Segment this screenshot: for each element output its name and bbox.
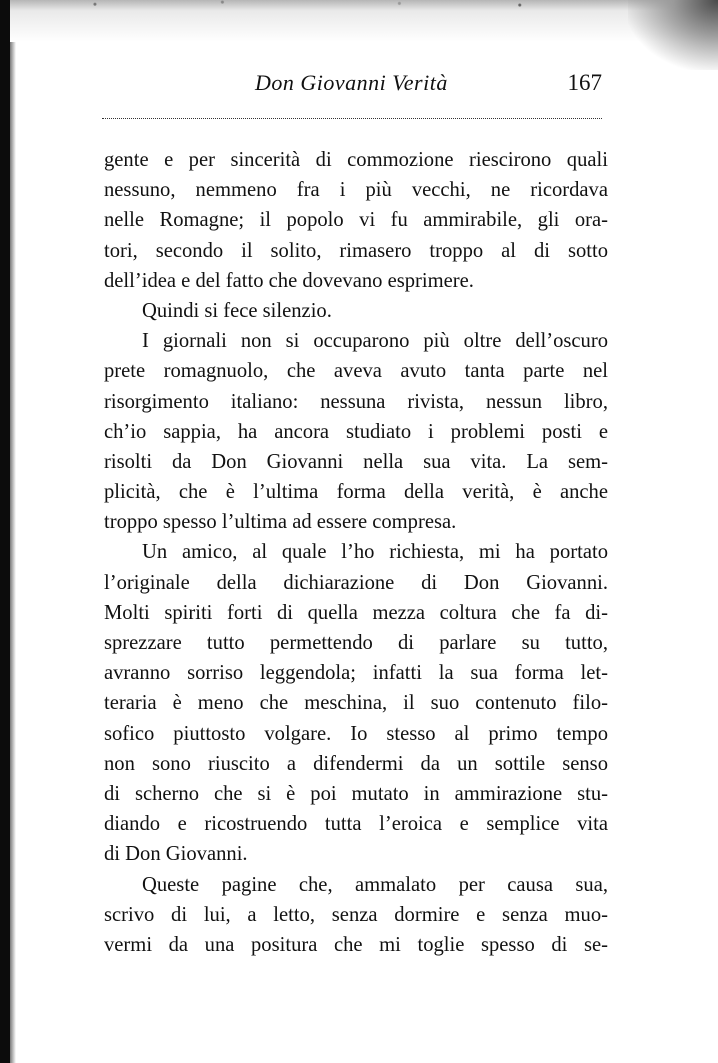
text-line: risolti da Don Giovanni nella sua vita. La sem- [104,450,608,473]
text-line: plicità, che è l’ultima forma della verità, è anche [104,481,608,504]
book-spine-edge [0,0,10,1063]
text-line: nelle Romagne; il popolo vi fu ammirabile, gli ora- [104,209,608,232]
running-title: Don Giovanni Verità [255,70,448,95]
text-line: nessuno, nemmeno fra i più vecchi, ne ricordava [104,179,608,202]
paragraph-start-line: Un amico, al quale l’ho richiesta, mi ha portato [142,541,608,564]
text-line: avranno sorriso leggendola; infatti la sua forma let- [104,662,608,685]
text-line: sofico piuttosto volgare. Io stesso al primo tempo [104,722,608,745]
text-line: gente e per sincerità di commozione riescirono quali [104,149,608,171]
body-text [104,145,608,960]
text-line: di scherno che si è poi mutato in ammirazione stu- [104,782,608,805]
gutter-shadow [10,0,16,1063]
scan-corner-shading [628,0,718,70]
text-line: prete romagnuolo, che aveva avuto tanta parte nel [104,360,608,383]
text-line: l’originale della dichiarazione di Don Giovanni. [104,571,608,594]
paragraph-start-line: Queste pagine che, ammalato per causa sua, [142,873,608,896]
text-line: tori, secondo il solito, rimasero troppo al di sotto [104,239,608,262]
text-line: non sono riuscito a difendermi da un sottile senso [104,752,608,775]
scan-top-edge [10,0,718,42]
text-line: risorgimento italiano: nessuna rivista, nessun libro, [104,390,608,413]
text-line: Molti spiriti forti di quella mezza coltura che fa di- [104,601,608,624]
page-number: 167 [567,70,602,95]
paragraph-start-line: I giornali non si occuparono più oltre dell’oscuro [142,330,608,353]
text-line: ch’io sappia, ha ancora studiato i problemi posti e [104,420,608,443]
text-line: vermi da una positura che mi toglie spesso di se- [104,933,608,956]
text-line: diando e ricostruendo tutta l’eroica e semplice vita [104,813,608,836]
header-rule [102,118,602,119]
text-line: troppo spesso l’ultima ad essere compresa. [104,511,457,534]
running-head [100,68,606,106]
paragraph-start-line: Quindi si fece silenzio. [142,299,332,322]
text-line: teraria è meno che meschina, il suo contenuto filo- [104,692,608,715]
text-line: sprezzare tutto permettendo di parlare su tutto, [104,632,608,654]
text-line: di Don Giovanni. [104,843,248,866]
text-line: dell’idea e del fatto che dovevano esprimere. [104,269,474,292]
text-line: scrivo di lui, a letto, senza dormire e senza muo- [104,903,608,926]
